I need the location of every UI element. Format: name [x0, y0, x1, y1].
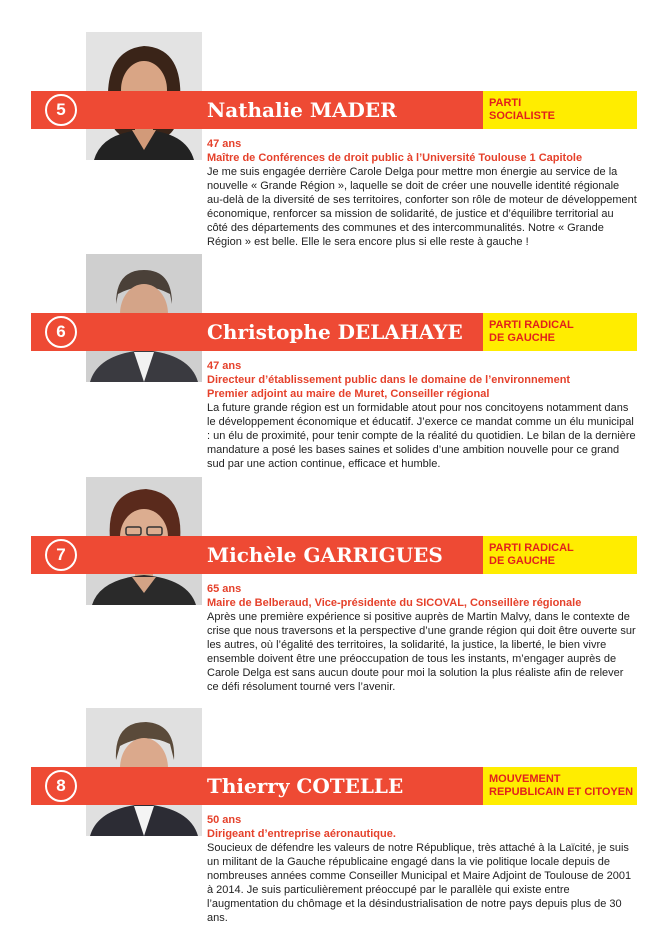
party-line: MOUVEMENT: [489, 773, 561, 785]
party-line: DE GAUCHE: [489, 332, 556, 344]
candidate-age: 47 ans: [207, 360, 242, 372]
party-label: [483, 767, 637, 805]
party-line: SOCIALISTE: [489, 110, 556, 122]
candidate-title: Maître de Conférences de droit public à l’Université Toulouse 1 Capitole: [207, 152, 583, 164]
candidate-title: Dirigeant d’entreprise aéronautique.: [207, 828, 396, 840]
candidate-bio: Après une première expérience si positive auprès de Martin Malvy, dans le contexte de crise que nous traversons et la perspective d’une grande région qui doit être ouverte sur les autres, où l’égalité des territoires, la solidarité, la justice, la liberté, le bien vivre ensemble doivent être une préoccupation de tous les instants, m’engager auprès de Carole Delga est sans aucun doute pour moi la solution la plus réaliste afin de relever ce défi résolument tourné vers l’avenir.: [207, 611, 636, 693]
candidate-info: [207, 359, 637, 471]
number-bar: [31, 536, 203, 574]
candidate-number: 7: [45, 539, 77, 571]
candidate-title: Directeur d’établissement public dans le domaine de l’environnement: [207, 374, 571, 386]
party-line: PARTI RADICAL: [489, 542, 574, 554]
party-label: [483, 536, 637, 574]
candidate-title: Premier adjoint au maire de Muret, Conseiller régional: [207, 388, 490, 400]
number-bar: [31, 91, 203, 129]
candidate-name: Thierry COTELLE: [203, 767, 483, 805]
candidate-bio: Je me suis engagée derrière Carole Delga pour mettre mon énergie au service de la nouvelle « Grande Région », laquelle se doit de créer une nouvelle identité régionale au-delà de la diversité de ses territoires, conforter son rôle de moteur de développement économique, renforcer sa mission de solidarité, de justice et d’équilibre territorial au côté des départements des communes et des intercommunalités. Notre « Grande Région » est belle. Elle le sera encore plus si elle reste à gauche !: [207, 166, 637, 248]
candidate-info: [207, 813, 637, 925]
candidate-name: Nathalie MADER: [203, 91, 483, 129]
party-line: REPUBLICAIN ET CITOYEN: [489, 786, 634, 798]
party-line: PARTI: [489, 97, 522, 109]
candidate-number: 8: [45, 770, 77, 802]
candidate-info: [207, 137, 637, 249]
candidate-name: Michèle GARRIGUES: [203, 536, 483, 574]
party-line: PARTI RADICAL: [489, 319, 574, 331]
candidate-bio: Soucieux de défendre les valeurs de notre République, très attaché à la Laïcité, je suis un militant de la Gauche républicaine engagé dans la vie politique locale depuis de nombreuses années comme Conseiller Municipal et Maire Adjoint de Toulouse de 2001 à 2014. Je suis particulièrement préoccupé par le parallèle qui existe entre l’augmentation du chômage et la désindustrialisation de notre pays depuis plus de 30 ans.: [207, 842, 632, 924]
candidate-title: Maire de Belberaud, Vice-présidente du SICOVAL, Conseillère régionale: [207, 597, 582, 609]
candidate-bio: La future grande région est un formidable atout pour nos concitoyens notamment dans le développement économique et éducatif. J’exerce ce mandat comme un élu municipal : un élu de proximité, pour tenir compte de la réalité du quotidien. Le bilan de la dernière mandature a posé les bases saines et solides d’une ambition nouvelle pour ce grand sud par une action continue, efficace et humble.: [207, 402, 636, 470]
candidate-age: 47 ans: [207, 138, 242, 150]
candidate-number: 6: [45, 316, 77, 348]
number-bar: [31, 313, 203, 351]
candidate-info: [207, 582, 637, 694]
party-label: [483, 91, 637, 129]
candidate-name: Christophe DELAHAYE: [203, 313, 483, 351]
candidate-age: 65 ans: [207, 583, 242, 595]
candidate-number: 5: [45, 94, 77, 126]
number-bar: [31, 767, 203, 805]
party-label: [483, 313, 637, 351]
party-line: DE GAUCHE: [489, 555, 556, 567]
candidate-age: 50 ans: [207, 814, 242, 826]
